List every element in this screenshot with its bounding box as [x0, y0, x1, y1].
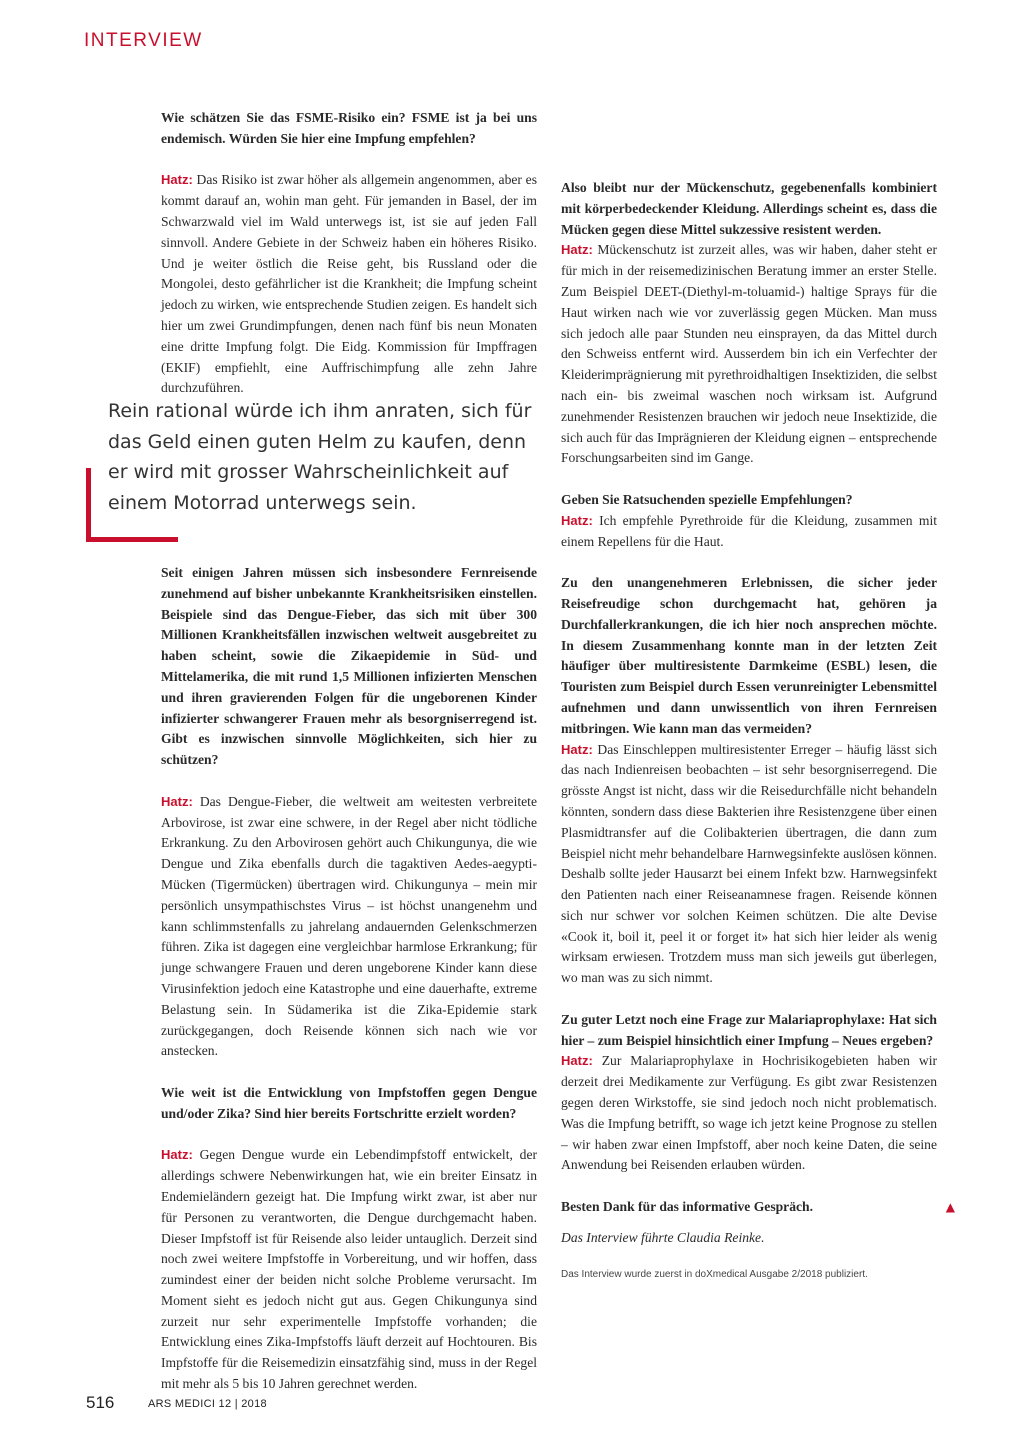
answer	[561, 1051, 937, 1176]
question: Seit einigen Jahren müssen sich insbesondere Fernreisende zunehmend auf bisher unbekannte Krankheitsrisiken einstellen. Beispiele sind das Dengue-Fieber, das sich mit über 300 Millionen Krankheitsfällen inzwischen weltweit ausgebreitet zu haben scheint, sowie die Zikaepidemie in Süd- und Mittelamerika, die mit rund 1,5 Millionen infizierten Menschen und ihren gravierenden Folgen für die ungeborenen Kinder infizierter schwangerer Frauen mehr als besorgniserregend ist. Gibt es inzwischen sinnvolle Möglichkeiten, sich hier zu schützen?	[161, 565, 537, 768]
answer-text: Das Einschleppen multiresistenter Erreger – häufig lässt sich das nach Indienreisen beobachten – ist sehr besorgniserregend. Die grösste Angst ist nicht, dass wir die Reisedurchfälle nicht behandeln könnten, sondern dass diese Bakterien ihre Resistenzgene über einen Plasmidtransfer auf die Colibakterien übertragen, die dann zum Beispiel nicht mehr behandelbare Harnwegsinfekte auslösen können. Deshalb sollte jeder Hausarzt bei einem Infekt bzw. Harnwegsinfekt den Patienten nach einer Reiseanamnese fragen. Reisende können sich nur schwer vor solchen Keimen schützen. Die alte Devise «Cook it, boil it, peel it or forget it» hat sich hier leider als wenig wirksam erwiesen. Trotzdem muss man sich jeweils gut überlegen, wo man was zu sich nimmt.	[561, 741, 937, 986]
answer	[561, 740, 937, 990]
speaker-label: Hatz:	[561, 512, 593, 528]
section-label: INTERVIEW	[84, 30, 203, 51]
end-triangle-icon: ▲	[945, 1200, 955, 1215]
answer-text: Mückenschutz ist zurzeit alles, was wir haben, daher steht er für mich in der reisemedizinischen Beratung immer an erster Stelle. Zum Beispiel DEET-(Diethyl-m-toluamid-) haltige Sprays für die Haut wirken nach wie vor zuverlässig gegen Mücken. Man muss sich jedoch alle paar Stunden neu einsprayen, da das Mittel durch den Schweiss entfernt wird. Ausserdem bin ich ein Verfechter der Kleiderimprägnierung mit pyrethroidhaltigen Insektiziden, die selbst nach ein- bis zweimal waschen noch wirksam ist. Aufgrund zunehmender Resistenzen brauchen wir jedoch neue Insektizide, die sich auch für das Imprägnieren der Kleidung eignen – entsprechende Forschungsarbeiten sind im Gange.	[561, 242, 937, 466]
answer	[561, 511, 937, 553]
question: Wie weit ist die Entwicklung von Impfstoffen gegen Dengue und/oder Zika? Sind hier bereits Fortschritte erzielt worden?	[161, 1084, 537, 1121]
question: Wie schätzen Sie das FSME-Risiko ein? FSME ist ja bei uns endemisch. Würden Sie hier eine Impfung empfehlen?	[161, 110, 537, 146]
speaker-label: Hatz:	[561, 242, 593, 258]
answer-text: Gegen Dengue wurde ein Lebendimpfstoff entwickelt, der allerdings schwere Nebenwirkungen hat, wie ein breiter Einsatz in Endemieländern gezeigt hat. Die Impfung wirkt zwar, ist aber nur für Personen zu verantworten, die Dengue durchgemacht haben. Dieser Impfstoff ist für Reisende also leider untauglich. Derzeit sind noch zwei weitere Impfstoffe in Vorbereitung, und wir hoffen, dass zumindest einer der beiden nicht solche Probleme verursacht. Im Moment sieht es jedoch nicht gut aus. Gegen Chikungunya sind zurzeit nur sehr experimentelle Impfstoffe vorhanden; die Entwicklung eines Zika-Impfstoffs läuft derzeit auf Hochtouren. Bis Impfstoffe für die Reisemedizin einsatzfähig sind, muss in der Regel mit mehr als 5 bis 10 Jahren gerechnet werden.	[161, 1147, 538, 1392]
speaker-label: Hatz:	[161, 1147, 193, 1163]
magazine-issue: ARS MEDICI 12 | 2018	[148, 1398, 267, 1410]
answer	[161, 792, 537, 1062]
page-number: 516	[86, 1393, 115, 1412]
speaker-label: Hatz:	[161, 172, 193, 188]
question: Zu den unangenehmeren Erlebnissen, die sicher jeder Reisefreudige schon durchgemacht hat, gehören ja Durchfallerkrankungen, die ich hier noch ansprechen möchte. In diesem Zusammenhang konnte man in der letzten Zeit häufiger über multiresistente Darmkeime (ESBL) lesen, die Touristen zum Beispiel durch Essen verunreinigter Lebensmittel aufnehmen und dann unwissentlich von ihren Fernreisen mitbringen. Wie kann man das vermeiden?	[561, 575, 937, 736]
speaker-label: Hatz:	[561, 1053, 593, 1069]
publication-note: Das Interview wurde zuerst in doXmedical Ausgabe 2/2018 publiziert.	[561, 1269, 868, 1281]
answer-text: Das Risiko ist zwar höher als allgemein angenommen, aber es kommt darauf an, wohin man geht. Für jemanden in Basel, der im Schwarzwald viel im Wald unterwegs ist, ist sie auf jeden Fall sinnvoll. Andere Gebiete in der Schweiz haben ein höheres Risiko. Und je weiter östlich die Reise geht, bis Russland oder die Mongolei, desto gefährlicher ist die Krankheit; die Impfung scheint jedoch zu wirken, wie entsprechende Studien zeigen. Es handelt sich hier um zwei Grundimpfungen, denen nach fünf bis neun Monaten eine dritte Impfung folgt. Die Eidg. Kommission für Impffragen (EKIF) empfiehlt, eine Auffrischimpfung alle zehn Jahre durchzuführen.	[161, 172, 537, 396]
answer-text: Ich empfehle Pyrethroide für die Kleidung, zusammen mit einem Repellens für die Haut.	[561, 512, 937, 549]
byline: Das Interview führte Claudia Reinke.	[561, 1229, 765, 1245]
answer	[161, 170, 537, 399]
right-column	[561, 178, 955, 1286]
closing-row	[561, 1197, 955, 1218]
left-column-top	[161, 108, 537, 420]
footer	[86, 1393, 267, 1413]
quote-bracket-icon	[86, 468, 91, 542]
speaker-label: Hatz:	[561, 741, 593, 757]
left-column-bottom	[161, 563, 537, 1395]
pull-quote: Rein rational würde ich ihm anraten, sich für das Geld einen guten Helm zu kaufen, denn er wird mit grosser Wahrscheinlichkeit auf einem Motorrad unterwegs sein.	[108, 400, 532, 514]
question: Geben Sie Ratsuchenden spezielle Empfehlungen?	[561, 491, 853, 507]
answer-text: Das Dengue-Fieber, die weltweit am weitesten verbreitete Arbovirose, ist zwar eine schwere, in der Regel aber nicht tödliche Erkrankung. Zu den Arbovirosen gehört auch Chikungunya, die wie Dengue und Zika ebenfalls durch die tagaktiven Aedes-aegypti-Mücken (Tigermücken) übertragen wird. Chikungunya – mein mir persönlich unsympathischstes Virus – ist höchst unangenehm und kann schlimmstenfalls zu jahrelang andauernden Gelenkschmerzen führen. Zika ist dagegen eine vergleichbar harmlose Erkrankung; für junge schwangere Frauen und deren ungeborene Kinder kann diese Virusinfektion jedoch eine Katastrophe und eine dauerhafte, extreme Belastung sein. In Südamerika ist die Zika-Epidemie stark zurückgegangen, doch Reisende können sich nach wie vor anstecken.	[161, 793, 537, 1059]
speaker-label: Hatz:	[161, 793, 193, 809]
quote-bracket-underline	[86, 537, 178, 542]
answer	[561, 240, 937, 469]
answer	[161, 1145, 537, 1395]
question: Zu guter Letzt noch eine Frage zur Malariaprophylaxe: Hat sich hier – zum Beispiel hinsichtlich einer Impfung – Neues ergeben?	[561, 1011, 937, 1048]
answer-text: Zur Malariaprophylaxe in Hochrisikogebieten haben wir derzeit drei Medikamente zur Verfügung. Es gibt zwar Resistenzen gegen deren Wirkstoffe, sie sind jedoch noch nicht problematisch. Was die Impfung betrifft, so wage ich jetzt keine Prognose zu stellen – wir haben zwar einen Impfstoff, aber noch keine Daten, die seine Anwendung bei Reisenden erlauben würden.	[561, 1053, 937, 1173]
question: Also bleibt nur der Mückenschutz, gegebenenfalls kombiniert mit körperbedeckender Kleidung. Allerdings scheint es, dass die Mücken gegen diese Mittel sukzessive resistent werden.	[561, 180, 937, 237]
closing-thanks: Besten Dank für das informative Gespräch.	[561, 1199, 813, 1215]
